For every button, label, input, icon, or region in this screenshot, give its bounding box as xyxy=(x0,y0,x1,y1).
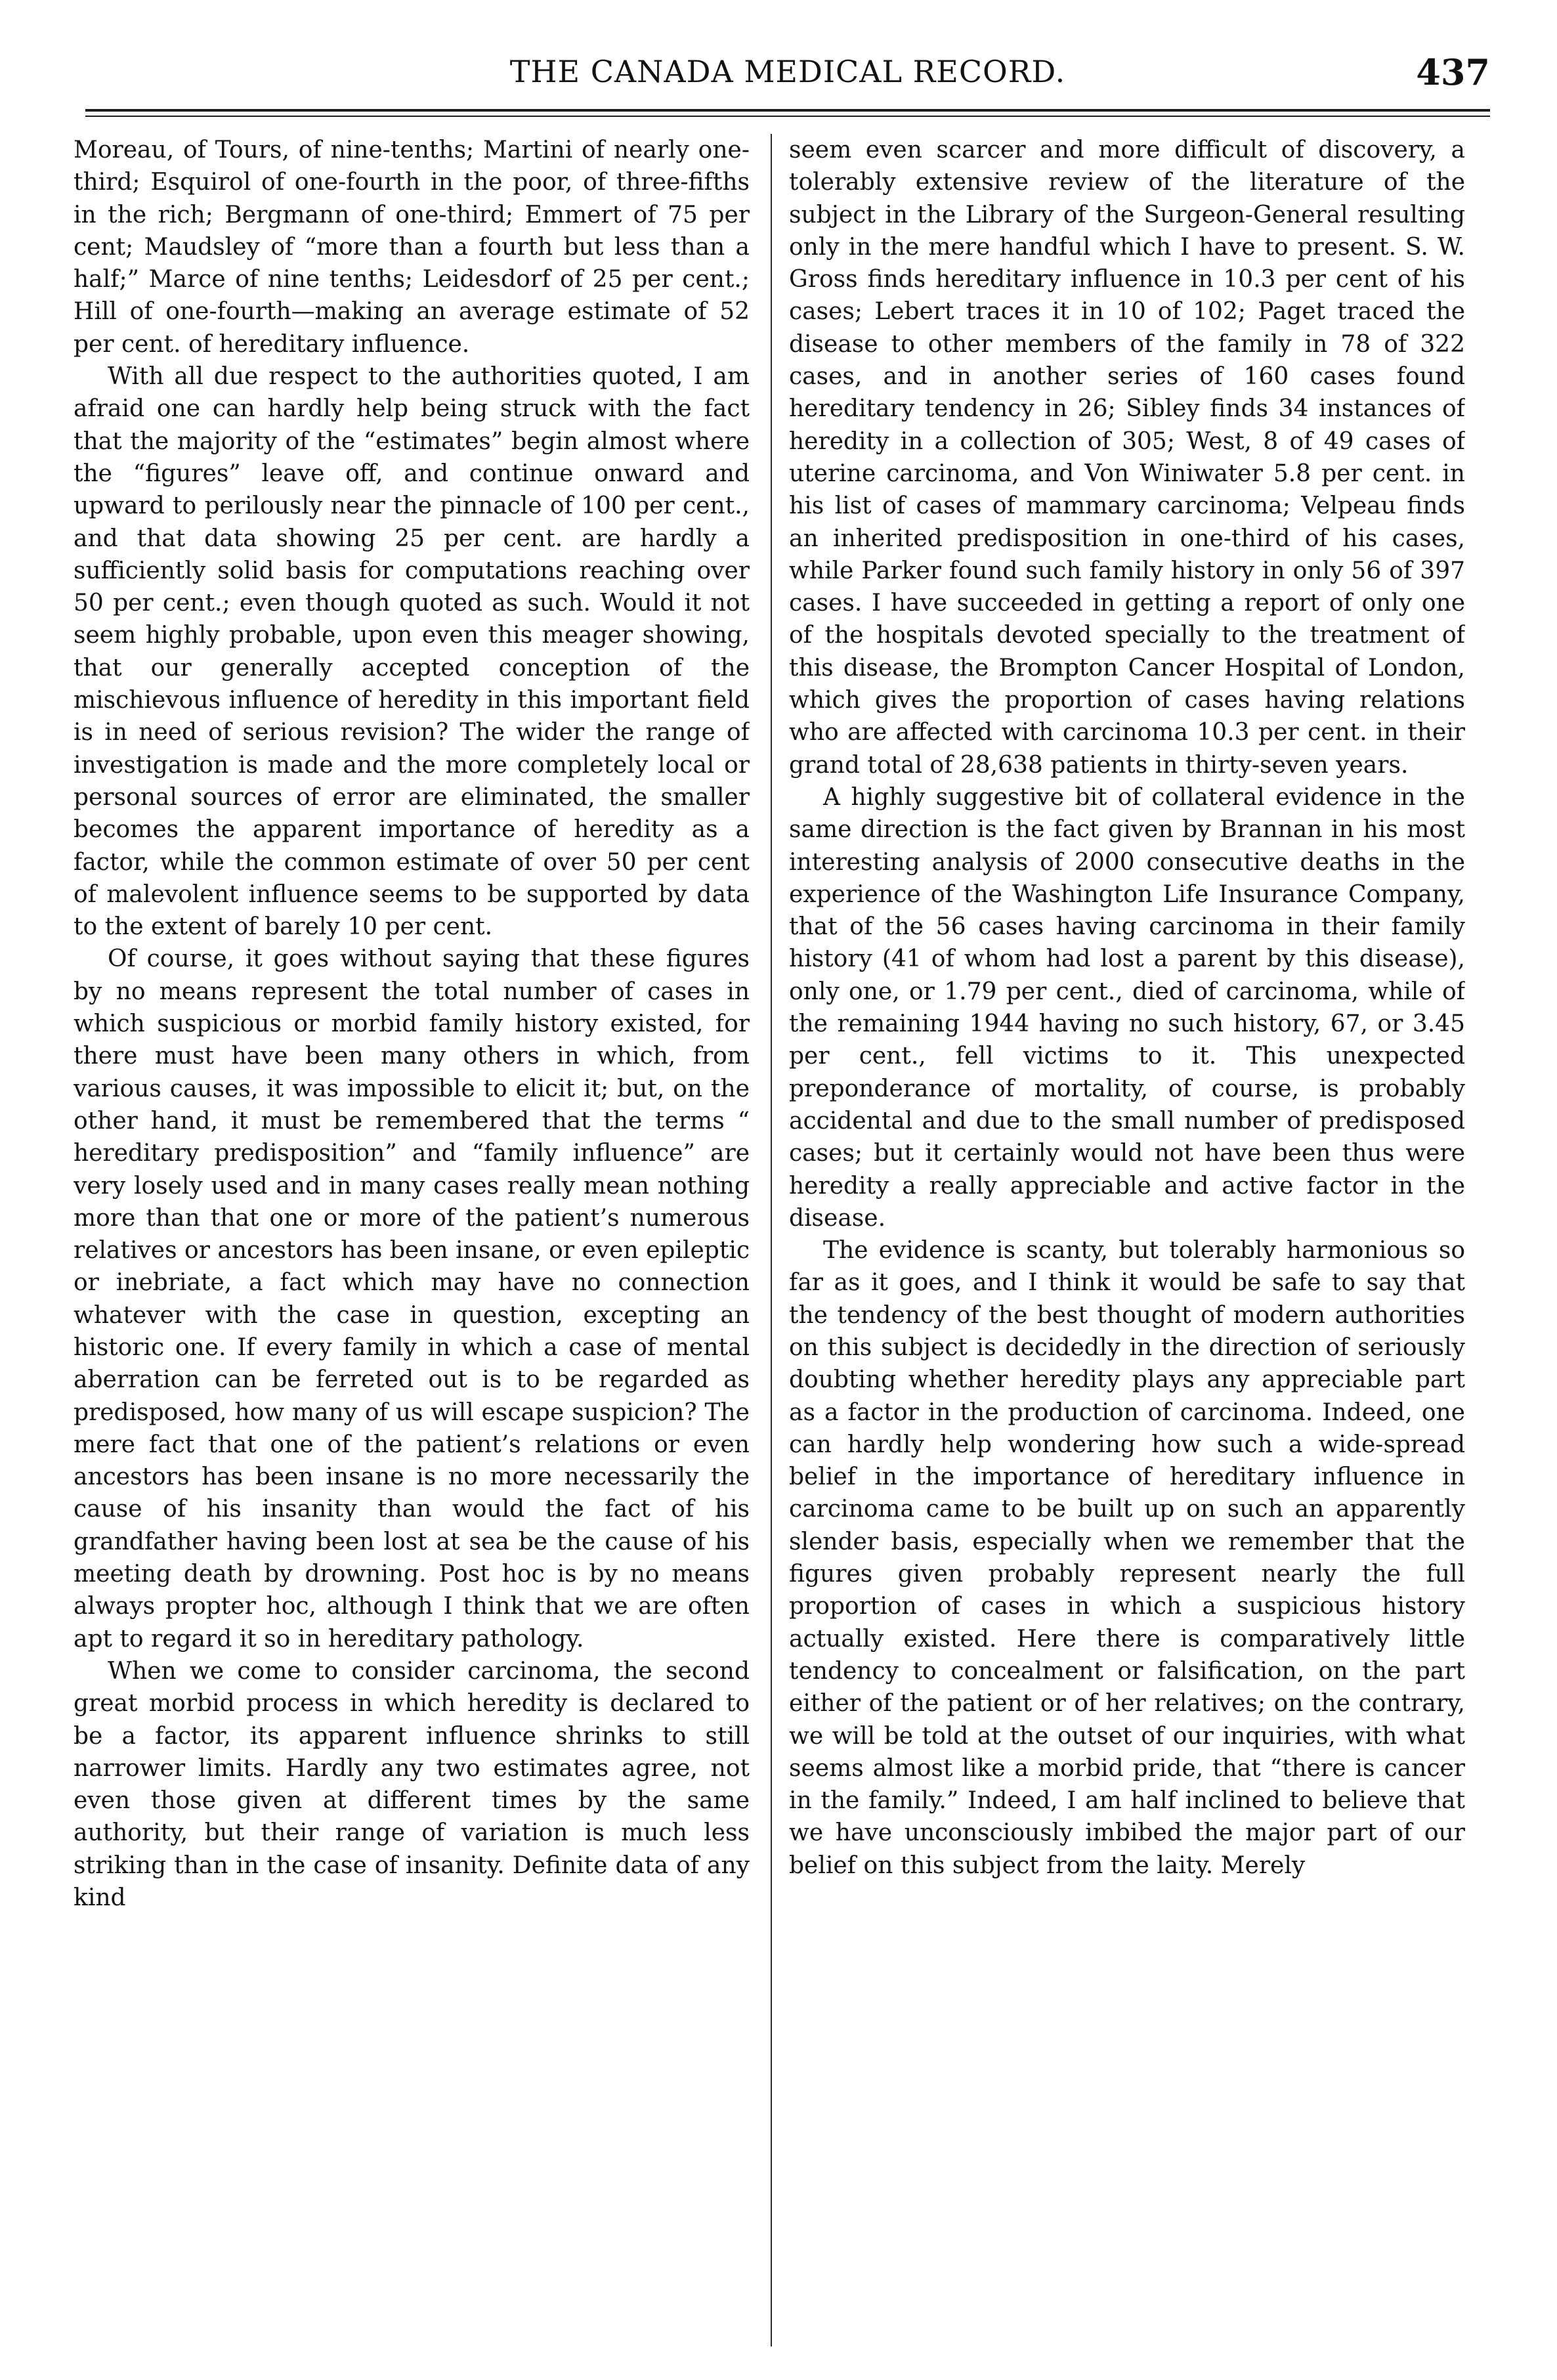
page-number: 437 xyxy=(1416,51,1490,93)
paragraph: Of course, it goes without saying that these figures by no means represent the total number of cases in which suspicious or morbid family history existed, for there must have been many others in which, from various causes, it was impossible to elicit it; but, on the other hand, it must be remembered that the terms “ hereditary predisposition” and “family influence” are very losely used and in many cases really mean nothing more than that one or more of the patient’s numerous relatives or ancestors has been insane, or even epileptic or inebriate, a fact which may have no connection whatever with the case in question, excepting an historic one. If every family in which a case of mental aberration can be ferreted out is to be regarded as predisposed, how many of us will escape suspicion? The mere fact that one of the patient’s relations or even ancestors has been insane is no more necessarily the cause of his insanity than would the fact of his grandfather having been lost at sea be the cause of his meeting death by drowning. Post hoc is by no means always propter hoc, although I think that we are often apt to regard it so in hereditary pathology. xyxy=(74,945,750,1653)
paragraph: The evidence is scanty, but tolerably harmonious so far as it goes, and I think it would be safe to say that the tendency of the best thought of modern authorities on this subject is decidedly in the direction of seriously doubting whether heredity plays any appreciable part as a factor in the production of carcinoma. Indeed, one can hardly help wondering how such a wide-spread belief in the importance of hereditary influence in carcinoma came to be built up on such an apparently slender basis, especially when we remember that the figures given probably represent nearly the full proportion of cases in which a suspicious history actually existed. Here there is comparatively little tendency to concealment or falsification, on the part either of the patient or of her relatives; on the contrary, we will be told at the outset of our inquiries, with what seems almost like a morbid pride, that “there is cancer in the family.” Indeed, I am half inclined to believe that we have unconsciously imbibed the major part of our belief on this subject from the laity. Merely xyxy=(789,1237,1465,1879)
running-title: THE CANADA MEDICAL RECORD. xyxy=(509,54,1066,89)
paragraph: Moreau, of Tours, of nine-tenths; Martini of nearly one-third; Esquirol of one-fourth in the poor, of three-fifths in the rich; Bergmann of one-third; Emmert of 75 per cent; Maudsley of “more than a fourth but less than a half;” Marce of nine tenths; Leidesdorf of 25 per cent.; Hill of one-fourth—making an average estimate of 52 per cent. of hereditary influence. xyxy=(74,137,750,358)
paragraph: When we come to consider carcinoma, the second great morbid process in which heredity is declared to be a factor, its apparent influence shrinks to still narrower limits. Hardly any two estimates agree, not even those given at different times by the same authority, but their range of variation is much less striking than in the case of insanity. Definite data of any kind xyxy=(74,1657,750,1912)
header-rule-thick xyxy=(85,109,1490,112)
page-header xyxy=(85,47,1490,100)
paragraph: A highly suggestive bit of collateral evidence in the same direction is the fact given by Brannan in his most interesting analysis of 2000 consecutive deaths in the experience of the Washington Life Insurance Company, that of the 56 cases having carcinoma in their family history (41 of whom had lost a parent by this disease), only one, or 1.79 per cent., died of carcinoma, while of the remaining 1944 having no such history, 67, or 3.45 per cent., fell victims to it. This unexpected preponderance of mortality, of course, is probably accidental and due to the small number of predisposed cases; but it certainly would not have been thus were heredity a really appreciable and active factor in the disease. xyxy=(789,783,1465,1232)
header-rule-thin xyxy=(85,116,1490,117)
right-column xyxy=(789,134,1465,2353)
paragraph: With all due respect to the authorities quoted, I am afraid one can hardly help being struck with the fact that the majority of the “estimates” begin almost where the “figures” leave off, and continue onward and upward to perilously near the pinnacle of 100 per cent., and that data showing 25 per cent. are hardly a sufficiently solid basis for computations reaching over 50 per cent.; even though quoted as such. Would it not seem highly probable, upon even this meager showing, that our generally accepted conception of the mischievous influence of heredity in this important field is in need of serious revision? The wider the range of investigation is made and the more completely local or personal sources of error are eliminated, the smaller becomes the apparent importance of heredity as a factor, while the common estimate of over 50 per cent of malevolent influence seems to be supported by data to the extent of barely 10 per cent. xyxy=(74,363,750,941)
left-column xyxy=(74,134,750,2353)
paragraph: seem even scarcer and more difficult of discovery, a tolerably extensive review of the literature of the subject in the Library of the Surgeon-General resulting only in the mere handful which I have to present. S. W. Gross finds hereditary influence in 10.3 per cent of his cases; Lebert traces it in 10 of 102; Paget traced the disease to other members of the family in 78 of 322 cases, and in another series of 160 cases found hereditary tendency in 26; Sibley finds 34 instances of heredity in a collection of 305; West, 8 of 49 cases of uterine carcinoma, and Von Winiwater 5.8 per cent. in his list of cases of mammary carcinoma; Velpeau finds an inherited predisposition in one-third of his cases, while Parker found such family history in only 56 of 397 cases. I have succeeded in getting a report of only one of the hospitals devoted specially to the treatment of this disease, the Brompton Cancer Hospital of London, which gives the proportion of cases having relations who are affected with carcinoma 10.3 per cent. in their grand total of 28,638 patients in thirty-seven years. xyxy=(789,137,1465,779)
column-divider xyxy=(771,134,772,2347)
